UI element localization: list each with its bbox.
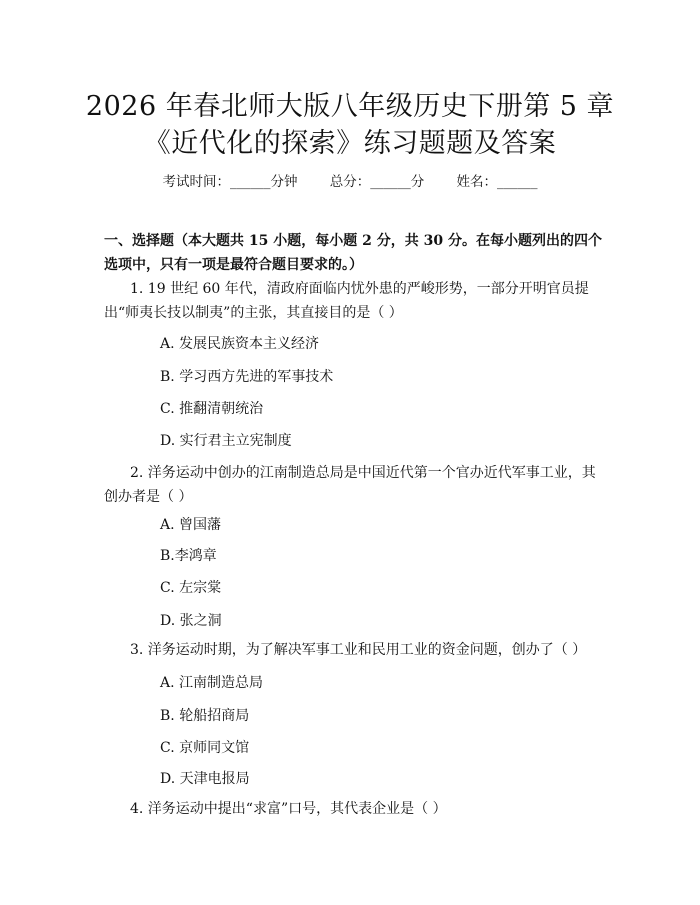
question-2-option-c: C. 左宗棠 [160, 580, 222, 596]
section-heading: 一、选择题（本大题共 15 小题，每小题 2 分，共 30 分。在每小题列出的四个选项中，只有一项是最符合题目要求的。） [104, 233, 602, 273]
document-title-line-2: 《近代化的探索》练习题题及答案 [143, 128, 557, 159]
question-3: 3. 洋务运动时期，为了解决军事工业和民用工业的资金问题，创办了（ ） [130, 642, 587, 658]
exam-time-field: 考试时间：______分钟 [162, 174, 298, 190]
document-title-line-1: 2026 年春北师大版八年级历史下册第 5 章 [85, 91, 615, 122]
question-1-option-a: A. 发展民族资本主义经济 [160, 336, 320, 352]
question-2-option-d: D. 张之洞 [160, 613, 222, 629]
question-3-option-c: C. 京师同文馆 [160, 740, 250, 756]
question-1-option-d: D. 实行君主立宪制度 [160, 433, 292, 449]
question-2: 2. 洋务运动中创办的江南制造总局是中国近代第一个官办近代军事工业，其创办者是（ ） [104, 465, 596, 505]
question-1-option-b: B. 学习西方先进的军事技术 [160, 369, 334, 385]
question-4: 4. 洋务运动中提出“求富”口号，其代表企业是（ ） [130, 801, 447, 817]
question-2-option-b: B.李鸿章 [160, 548, 217, 564]
question-1-option-c: C. 推翻清朝统治 [160, 401, 264, 417]
question-3-option-d: D. 天津电报局 [160, 771, 250, 787]
question-1: 1. 19 世纪 60 年代，清政府面临内忧外患的严峻形势，一部分开明官员提出“师夷长技以制夷”的主张，其直接目的是（ ） [104, 281, 589, 321]
exam-meta [0, 170, 700, 190]
question-3-option-b: B. 轮船招商局 [160, 708, 250, 724]
question-2-option-a: A. 曾国藩 [160, 517, 222, 533]
student-name-field: 姓名：______ [456, 174, 538, 190]
question-3-option-a: A. 江南制造总局 [160, 675, 264, 691]
total-score-field: 总分：______分 [329, 174, 425, 190]
